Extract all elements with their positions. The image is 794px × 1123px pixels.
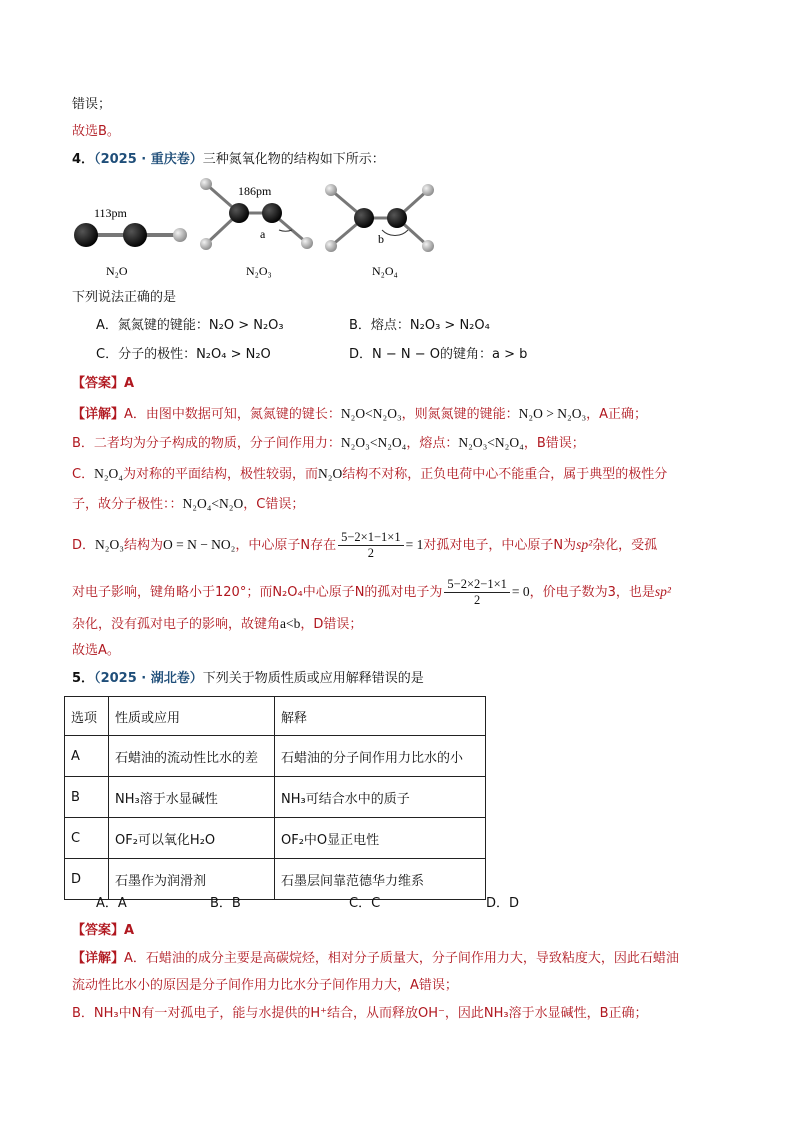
answer-value: A	[124, 376, 135, 391]
question-number: 4．	[72, 152, 95, 167]
question-stem: 三种氮氧化物的结构如下所示：	[202, 152, 385, 167]
question-source: 2025 · 重庆卷	[100, 152, 190, 167]
detail-line-d2: 对电子影响，键角略小于120°；而N₂O₄中心原子N的孤对电子为 $\frac{5-2\times 2-1\times 1}{2}$ = 0，价电子数为3，也是sp²	[72, 577, 671, 607]
angle-b-label: b	[378, 232, 384, 246]
n2o4-label: N₂O₄	[372, 264, 398, 278]
choice-a[interactable]: A．A	[96, 896, 127, 911]
detail-line-c2: 子，故分子极性：：N₂O₄<N₂O，C错误；	[72, 496, 305, 512]
table-header-row	[65, 697, 486, 736]
n2o-molecule	[74, 206, 187, 278]
n2o-label: N₂O	[106, 264, 128, 278]
table-cell: NH₃溶于水显碱性	[109, 777, 275, 818]
detail-line-d3: 杂化，没有孤对电子的影响，故键角a<b，D错误；	[72, 616, 363, 632]
table-cell: OF₂中O显正电性	[275, 818, 486, 859]
choice-b[interactable]: B．B	[210, 896, 241, 911]
question-prompt: 下列说法正确的是	[72, 290, 177, 305]
answer-line	[72, 375, 134, 393]
answer-value: A	[124, 923, 135, 938]
option-d[interactable]: D．N − N − O的键角：a > b	[349, 347, 528, 362]
detail-line-b: B．二者均为分子构成的物质，分子间作用力：N₂O₃<N₂O₄，熔点：N₂O₃<N₂O₄，B错误；	[72, 435, 585, 451]
detail-tag: 【详解】	[72, 407, 125, 422]
table-cell: D	[65, 859, 109, 900]
question-number: 5．	[72, 671, 95, 686]
table-cell: 石蜡油的分子间作用力比水的小	[275, 736, 486, 777]
fraction-lone-pairs-2: $\frac{5-2\times 2-1\times 1}{2}$	[444, 577, 509, 608]
table-cell: C	[65, 818, 109, 859]
question-stem: 下列关于物质性质或应用解释错误的是	[202, 671, 424, 686]
detail-line-d: D．N₂O₃结构为O = N − NO₂，中心原子N存在 $\frac{5-2\times 1-1\times 1}{2}$ = 1对孤对电子，中心原子N为sp²杂化，受孤	[72, 530, 658, 560]
table-row	[65, 777, 486, 818]
choice-d[interactable]: D．D	[486, 896, 520, 911]
detail-line-q5-a2: 流动性比水小的原因是分子间作用力比水分子间作用力大，A错误；	[72, 978, 458, 993]
fraction-lone-pairs-1: $\frac{5-2\times 1-1\times 1}{2}$	[338, 530, 403, 561]
option-c[interactable]: C．分子的极性：N₂O₄ > N₂O	[96, 347, 271, 362]
question-5-header: 5．（2025 · 湖北卷）下列关于物质性质或应用解释错误的是	[72, 671, 424, 686]
table-header-cell: 解释	[275, 697, 486, 736]
angle-a-label: a	[260, 227, 266, 241]
table-row	[65, 859, 486, 900]
answer-tag: 【答案】	[72, 376, 125, 391]
detail-line-a: 【详解】A．由图中数据可知，氮氮键的键长：N₂O<N₂O₃，则氮氮键的键能：N₂O > N₂O₃，A正确；	[72, 406, 648, 422]
table-cell: B	[65, 777, 109, 818]
table-cell: OF₂可以氧化H₂O	[109, 818, 275, 859]
choice-c[interactable]: C．C	[349, 896, 381, 911]
text-line: 错误；	[72, 97, 112, 112]
option-b[interactable]: B．熔点：N₂O₃ > N₂O₄	[349, 318, 490, 333]
n2o4-molecule	[325, 184, 434, 278]
detail-line-c: C．N₂O₄为对称的平面结构，极性较弱，而N₂O结构不对称，正负电荷中心不能重合，属于典型的极性分	[72, 466, 668, 482]
detail-line-q5-b: B．NH₃中N有一对孤电子，能与水提供的H⁺结合，从而释放OH⁻，因此NH₃溶于水显碱性，B正确；	[72, 1006, 648, 1021]
table-cell: 石蜡油的流动性比水的差	[109, 736, 275, 777]
n2o-bond-length: 113pm	[94, 206, 127, 220]
question-4-header: 4．（2025 · 重庆卷）三种氮氧化物的结构如下所示：	[72, 152, 385, 167]
table-header-cell: 性质或应用	[109, 697, 275, 736]
n2o3-bond-length: 186pm	[238, 184, 272, 198]
n2o3-label: N₂O₃	[246, 264, 272, 278]
answer-line-q5	[72, 922, 134, 940]
nitrogen-oxide-structures-figure	[60, 172, 460, 284]
detail-tag: 【详解】	[72, 951, 125, 966]
answer-tag: 【答案】	[72, 923, 125, 938]
table-row	[65, 818, 486, 859]
conclusion-line-q4: 故选A。	[72, 643, 120, 658]
table-row	[65, 736, 486, 777]
table-cell: 石墨作为润滑剂	[109, 859, 275, 900]
table-cell: NH₃可结合水中的质子	[275, 777, 486, 818]
options-table	[64, 696, 486, 900]
detail-line-q5-a: 【详解】A．石蜡油的成分主要是高碳烷烃，相对分子质量大，分子间作用力大，导致粘度大，因此石蜡油	[72, 951, 679, 966]
table-cell: A	[65, 736, 109, 777]
table-header-cell: 选项	[65, 697, 109, 736]
question-source: 2025 · 湖北卷	[100, 671, 190, 686]
table-cell: 石墨层间靠范德华力维系	[275, 859, 486, 900]
n2o3-molecule	[200, 178, 313, 278]
conclusion-line: 故选B。	[72, 124, 120, 139]
option-a[interactable]: A．氮氮键的键能：N₂O > N₂O₃	[96, 318, 284, 333]
